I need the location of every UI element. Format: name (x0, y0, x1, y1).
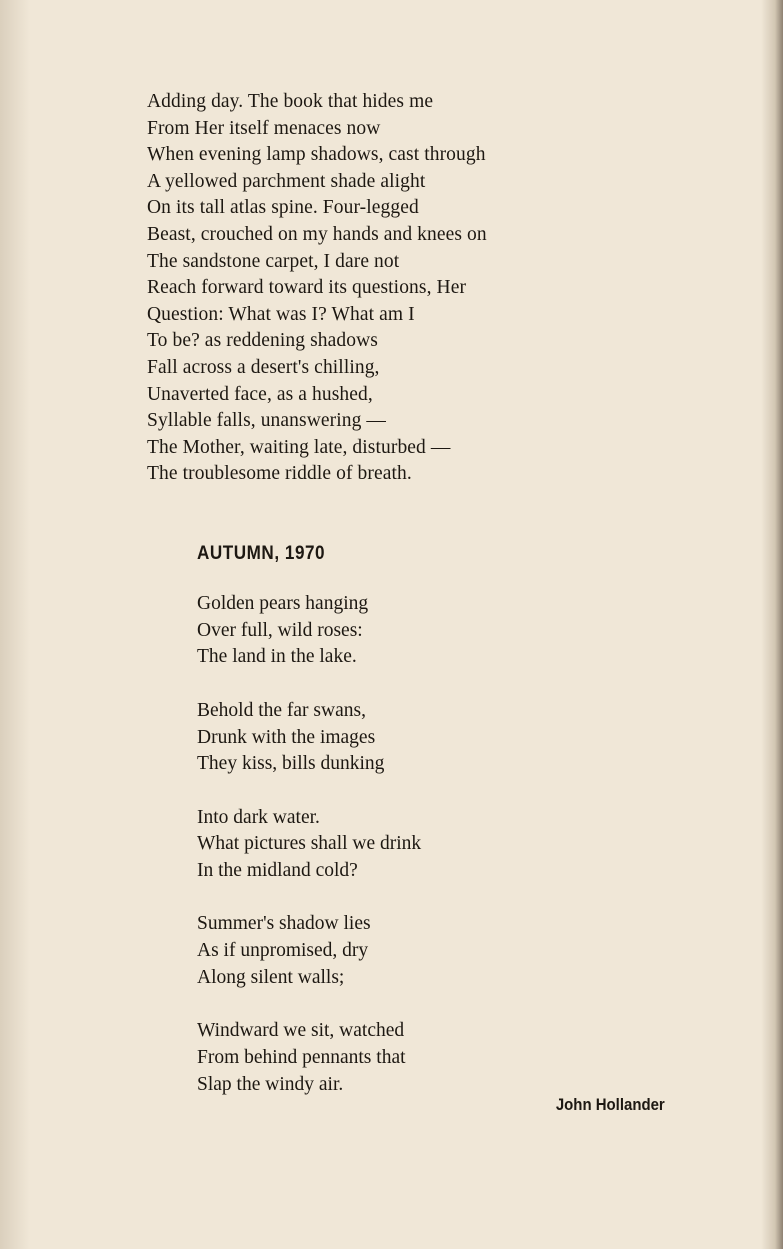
poem-line: Slap the windy air. (197, 1073, 344, 1095)
poem-line: From Her itself menaces now (147, 117, 381, 139)
continued-poem (147, 89, 487, 488)
stanza (197, 698, 421, 778)
poem-line: What pictures shall we drink (197, 833, 422, 855)
poem-line: The sandstone carpet, I dare not (147, 250, 400, 272)
poem-line: Beast, crouched on my hands and knees on (147, 223, 487, 245)
poem-line: On its tall atlas spine. Four-legged (147, 197, 419, 219)
poem-line: In the midland cold? (197, 860, 358, 881)
stanza (197, 911, 421, 991)
poem-line: Reach forward toward its questions, Her (147, 277, 467, 299)
poem-line: Fall across a desert's chilling, (147, 356, 380, 378)
poem-line: They kiss, bills dunking (197, 753, 385, 775)
stanza (197, 805, 421, 885)
poem-line: Along silent walls; (197, 966, 345, 988)
stanza (197, 591, 421, 671)
poem-line: Syllable falls, unanswering — (147, 410, 387, 432)
poem-line: The Mother, waiting late, disturbed — (147, 436, 451, 458)
poem-line: Question: What was I? What am I (147, 303, 415, 325)
poem-line: As if unpromised, dry (197, 940, 369, 962)
poem-line: Behold the far swans, (197, 699, 366, 721)
poem-title: AUTUMN, 1970 (197, 543, 326, 564)
poem-line: Over full, wild roses: (197, 619, 363, 641)
poem-line: Summer's shadow lies (197, 913, 371, 935)
poem-line: Golden pears hanging (197, 593, 369, 614)
poem-line: Windward we sit, watched (197, 1020, 405, 1042)
poem-line: Unaverted face, as a hushed, (147, 383, 373, 405)
poem-line: From behind pennants that (197, 1046, 406, 1068)
stanza (197, 1018, 421, 1098)
poem-line: Drunk with the images (197, 726, 376, 748)
poem-line: When evening lamp shadows, cast through (147, 144, 486, 166)
poem-body (197, 591, 421, 1098)
author-name: John Hollander (556, 1095, 665, 1114)
poem-line: To be? as reddening shadows (147, 330, 378, 352)
poem-line: Into dark water. (197, 806, 320, 828)
poem-line: A yellowed parchment shade alight (147, 170, 426, 192)
poem-line: The troublesome riddle of breath. (147, 463, 412, 485)
poem-line: Adding day. The book that hides me (147, 91, 434, 112)
poem-line: The land in the lake. (197, 646, 357, 668)
